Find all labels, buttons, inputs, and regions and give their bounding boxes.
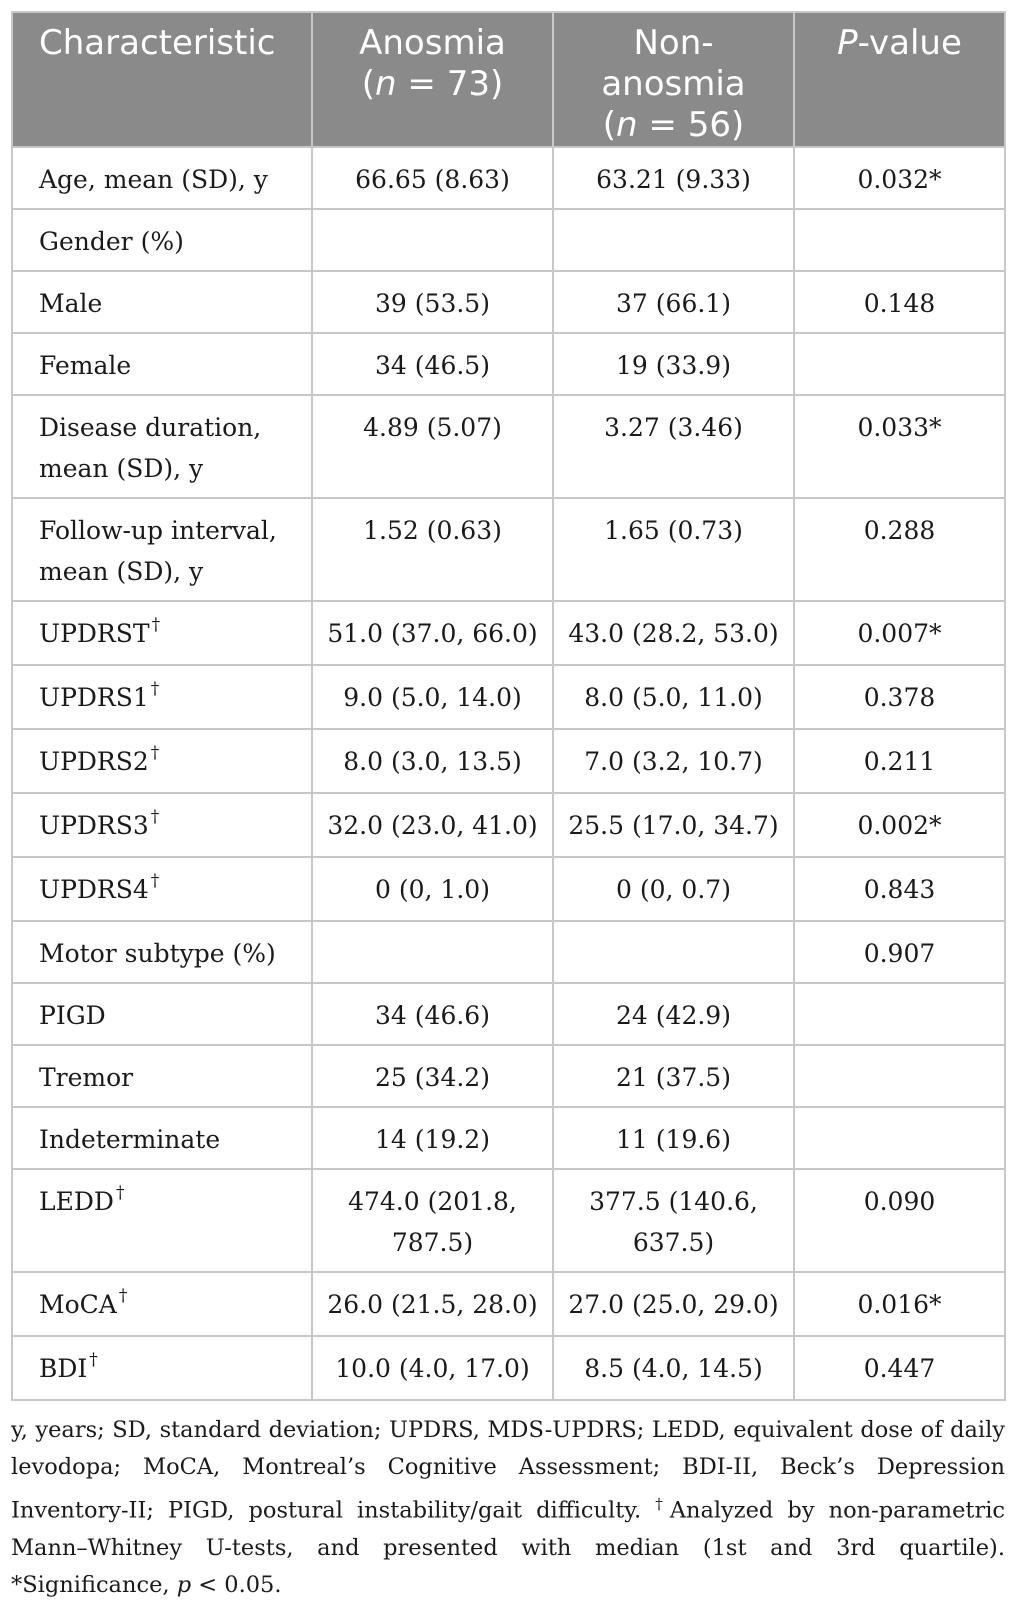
row-label: LEDD (39, 1187, 114, 1216)
dagger-mark: † (115, 1183, 125, 1203)
cell-p-value: 0.002* (794, 793, 1005, 857)
cell-p-value: 0.016* (794, 1272, 1005, 1336)
table-row (12, 1336, 1005, 1400)
cell-characteristic (12, 1045, 312, 1107)
header-row (12, 12, 1005, 147)
cell-p-value: 0.378 (794, 665, 1005, 729)
cell-non-anosmia: 377.5 (140.6, 637.5) (553, 1169, 794, 1272)
cell-p-value (794, 209, 1005, 271)
cell-anosmia (312, 921, 553, 983)
cell-non-anosmia: 8.0 (5.0, 11.0) (553, 665, 794, 729)
cell-non-anosmia: 8.5 (4.0, 14.5) (553, 1336, 794, 1400)
cell-p-value: 0.211 (794, 729, 1005, 793)
header-anosmia-label: Anosmia (359, 23, 506, 63)
dagger-mark: † (151, 615, 161, 635)
cell-characteristic (12, 1272, 312, 1336)
cell-characteristic (12, 601, 312, 665)
row-label: Male (39, 289, 103, 318)
cell-p-value: 0.032* (794, 147, 1005, 209)
table-header (12, 12, 1005, 147)
row-label: Gender (%) (39, 227, 184, 256)
table-row (12, 498, 1005, 601)
row-label: Tremor (39, 1063, 134, 1092)
dagger-mark: † (150, 743, 160, 763)
dagger-mark: † (150, 679, 160, 699)
cell-non-anosmia: 3.27 (3.46) (553, 395, 794, 498)
cell-characteristic (12, 983, 312, 1045)
cell-characteristic (12, 333, 312, 395)
cell-characteristic (12, 271, 312, 333)
characteristics-table (11, 11, 1006, 1401)
table-row (12, 395, 1005, 498)
cell-characteristic (12, 395, 312, 498)
cell-anosmia: 474.0 (201.8, 787.5) (312, 1169, 553, 1272)
table-row (12, 857, 1005, 921)
cell-p-value: 0.007* (794, 601, 1005, 665)
cell-anosmia: 66.65 (8.63) (312, 147, 553, 209)
row-label: Motor subtype (%) (39, 939, 276, 968)
cell-characteristic (12, 209, 312, 271)
cell-anosmia: 9.0 (5.0, 14.0) (312, 665, 553, 729)
table-row (12, 793, 1005, 857)
cell-anosmia: 25 (34.2) (312, 1045, 553, 1107)
table-row (12, 271, 1005, 333)
cell-anosmia: 34 (46.5) (312, 333, 553, 395)
cell-anosmia: 32.0 (23.0, 41.0) (312, 793, 553, 857)
cell-non-anosmia: 19 (33.9) (553, 333, 794, 395)
row-label: UPDRST (39, 619, 150, 648)
cell-anosmia: 4.89 (5.07) (312, 395, 553, 498)
cell-non-anosmia: 43.0 (28.2, 53.0) (553, 601, 794, 665)
header-p-value (794, 12, 1005, 147)
header-non-anosmia-label-1: Non- (633, 23, 714, 63)
header-characteristic (12, 12, 312, 147)
cell-non-anosmia: 25.5 (17.0, 34.7) (553, 793, 794, 857)
header-anosmia (312, 12, 553, 147)
header-non-anosmia-n: (n = 56) (602, 105, 745, 145)
row-label: UPDRS1 (39, 683, 149, 712)
row-label: Disease duration, mean (SD), y (39, 413, 262, 483)
table-footnote: y, years; SD, standard deviation; UPDRS, MDS-UPDRS; LEDD, equivalent dose of daily levodopa; MoCA, Montreal’s Cognitive Assessment; BDI-II, Beck’s Depression Inventory-II; PIGD, postural instability/gait difficulty. †Analyzed by non-parametric Mann–Whitney U-tests, and presented with median (1st and 3rd quartile). *Significance, p < 0.05. (11, 1417, 1006, 1598)
cell-anosmia: 10.0 (4.0, 17.0) (312, 1336, 553, 1400)
table-row (12, 921, 1005, 983)
table-row (12, 1107, 1005, 1169)
table-body (12, 147, 1005, 1400)
row-label: Indeterminate (39, 1125, 221, 1154)
header-anosmia-n: (n = 73) (361, 64, 504, 104)
row-label: Female (39, 351, 132, 380)
cell-p-value: 0.090 (794, 1169, 1005, 1272)
table-row (12, 1169, 1005, 1272)
cell-characteristic (12, 1336, 312, 1400)
table-row (12, 1045, 1005, 1107)
cell-p-value: 0.843 (794, 857, 1005, 921)
cell-anosmia: 39 (53.5) (312, 271, 553, 333)
cell-non-anosmia: 21 (37.5) (553, 1045, 794, 1107)
cell-p-value: 0.033* (794, 395, 1005, 498)
cell-characteristic (12, 921, 312, 983)
cell-characteristic (12, 498, 312, 601)
row-label: BDI (39, 1354, 88, 1383)
cell-p-value (794, 1045, 1005, 1107)
cell-p-value: 0.288 (794, 498, 1005, 601)
dagger-mark: † (150, 871, 160, 891)
cell-p-value (794, 333, 1005, 395)
table-row (12, 209, 1005, 271)
table-row (12, 983, 1005, 1045)
cell-non-anosmia: 24 (42.9) (553, 983, 794, 1045)
row-label: Age, mean (SD), y (39, 165, 268, 194)
cell-non-anosmia: 37 (66.1) (553, 271, 794, 333)
dagger-mark: † (150, 807, 160, 827)
cell-characteristic (12, 729, 312, 793)
cell-non-anosmia: 7.0 (3.2, 10.7) (553, 729, 794, 793)
cell-non-anosmia: 27.0 (25.0, 29.0) (553, 1272, 794, 1336)
cell-characteristic (12, 857, 312, 921)
table-row (12, 333, 1005, 395)
cell-p-value (794, 1107, 1005, 1169)
cell-p-value: 0.447 (794, 1336, 1005, 1400)
table-row (12, 147, 1005, 209)
cell-characteristic (12, 793, 312, 857)
cell-anosmia: 8.0 (3.0, 13.5) (312, 729, 553, 793)
row-label: UPDRS3 (39, 811, 149, 840)
table-row (12, 601, 1005, 665)
row-label: Follow-up interval, mean (SD), y (39, 516, 277, 586)
cell-p-value (794, 983, 1005, 1045)
dagger-mark: † (89, 1350, 98, 1370)
cell-non-anosmia (553, 921, 794, 983)
cell-non-anosmia: 0 (0, 0.7) (553, 857, 794, 921)
row-label: UPDRS4 (39, 875, 149, 904)
cell-anosmia: 34 (46.6) (312, 983, 553, 1045)
header-p-value-label: P-value (837, 23, 962, 63)
cell-anosmia: 14 (19.2) (312, 1107, 553, 1169)
cell-characteristic (12, 665, 312, 729)
header-characteristic-label: Characteristic (39, 23, 276, 63)
row-label: MoCA (39, 1290, 117, 1319)
cell-characteristic (12, 1169, 312, 1272)
cell-p-value: 0.907 (794, 921, 1005, 983)
row-label: PIGD (39, 1001, 106, 1030)
cell-anosmia (312, 209, 553, 271)
table-row (12, 665, 1005, 729)
cell-characteristic (12, 147, 312, 209)
header-non-anosmia (553, 12, 794, 147)
row-label: UPDRS2 (39, 747, 149, 776)
cell-characteristic (12, 1107, 312, 1169)
dagger-mark: † (118, 1286, 128, 1306)
cell-anosmia: 0 (0, 1.0) (312, 857, 553, 921)
table-row (12, 729, 1005, 793)
cell-p-value: 0.148 (794, 271, 1005, 333)
cell-anosmia: 1.52 (0.63) (312, 498, 553, 601)
cell-non-anosmia (553, 209, 794, 271)
table-row (12, 1272, 1005, 1336)
cell-anosmia: 51.0 (37.0, 66.0) (312, 601, 553, 665)
cell-anosmia: 26.0 (21.5, 28.0) (312, 1272, 553, 1336)
cell-non-anosmia: 1.65 (0.73) (553, 498, 794, 601)
header-non-anosmia-label-2: anosmia (601, 64, 746, 104)
cell-non-anosmia: 11 (19.6) (553, 1107, 794, 1169)
cell-non-anosmia: 63.21 (9.33) (553, 147, 794, 209)
